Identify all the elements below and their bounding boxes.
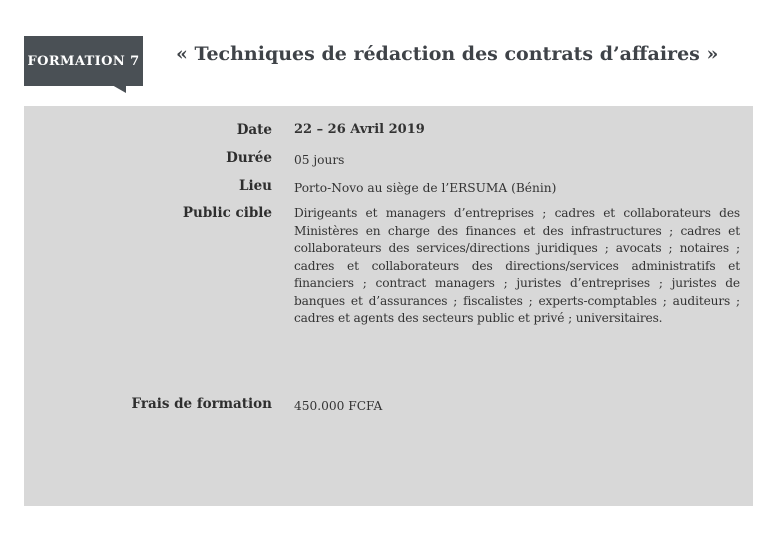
duree-value: 05 jours	[294, 153, 345, 167]
frais-value: 450.000 FCFA	[294, 399, 383, 413]
date-value: 22 – 26 Avril 2019	[294, 122, 425, 137]
formation-badge	[24, 36, 143, 86]
date-label: Date	[236, 122, 272, 138]
badge-tail	[112, 85, 126, 93]
public-cible-label: Public cible	[182, 205, 272, 221]
formation-badge-label: FORMATION 7	[27, 53, 140, 69]
page-title: « Techniques de rédaction des contrats d’affaires »	[176, 43, 719, 65]
lieu-label: Lieu	[238, 178, 272, 194]
public-cible-value: Dirigeants et managers d’entreprises ; cadres et collaborateurs des Ministères en charge des finances et des infrastructures ; cadres et collaborateurs des services/directions juridiques ; avocats ; notaires ; cadres et collaborateurs des directions/services administratifs et financiers ; contract managers ; juristes d’entreprises ; juristes de banques et d’assurances ; fiscalistes ; experts-comptables ; auditeurs ; cadres et agents des secteurs public et privé ; universitaires.	[294, 206, 740, 325]
duree-label: Durée	[226, 150, 272, 166]
details-panel	[24, 106, 753, 506]
frais-label: Frais de formation	[131, 396, 272, 412]
lieu-value: Porto-Novo au siège de l’ERSUMA (Bénin)	[294, 181, 557, 195]
